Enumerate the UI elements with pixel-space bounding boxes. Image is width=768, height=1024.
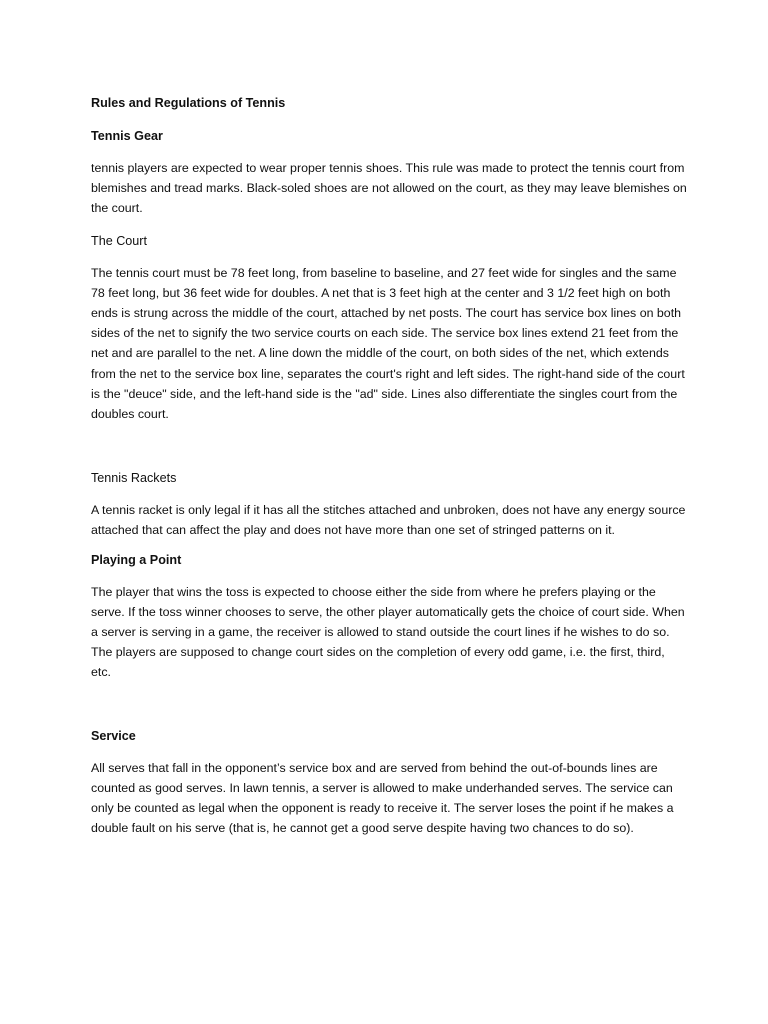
section-heading-tennis-gear: Tennis Gear [91,129,163,143]
section-heading-the-court: The Court [91,233,147,248]
section-text-the-court: The tennis court must be 78 feet long, from baseline to baseline, and 27 feet wide for singles and the same 78 feet long, but 36 feet wide for doubles. A net that is 3 feet high at the center and 3 1/2 feet high on both ends is strung across the middle of the court, attached by net posts. The court has service box lines on both sides of the net to signify the two service courts on each side. The service box lines extend 21 feet from the net and are parallel to the net. A line down the middle of the court, on both sides of the net, which extends from the net to the service box line, separates the court's right and left sides. The right-hand side of the court is the "deuce" side, and the left-hand side is the "ad" side. Lines also differentiate the singles court from the doubles court. [91,265,685,422]
section-heading-tennis-rackets: Tennis Rackets [91,471,177,486]
section-text-service: All serves that fall in the opponent’s service box and are served from behind the out-of-bounds lines are counted as good serves. In lawn tennis, a server is allowed to make underhanded serves. The service can only be counted as legal when the opponent is ready to receive it. The server loses the point if he makes a double fault on his serve (that is, he cannot get a good serve despite having two chances to do so). [91,760,674,836]
section-heading-service: Service [91,728,136,743]
document-title: Rules and Regulations of Tennis [91,96,286,110]
section-heading-playing-a-point: Playing a Point [91,552,182,567]
section-text-tennis-rackets: A tennis racket is only legal if it has all the stitches attached and unbroken, does not have any energy source attached that can affect the play and does not have more than one set of stringed patterns on it. [91,503,686,538]
section-text-tennis-gear: tennis players are expected to wear proper tennis shoes. This rule was made to protect the tennis court from blemishes and tread marks. Black-soled shoes are not allowed on the court, as they may leave blemishes on the court. [91,161,687,216]
section-text-playing-a-point: The player that wins the toss is expected to choose either the side from where he prefers playing or the serve. If the toss winner chooses to serve, the other player automatically gets the choice of court side. When a server is serving in a game, the receiver is allowed to stand outside the court lines if he wishes to do so. The players are supposed to change court sides on the completion of every odd game, i.e. the first, third, etc. [91,584,685,680]
